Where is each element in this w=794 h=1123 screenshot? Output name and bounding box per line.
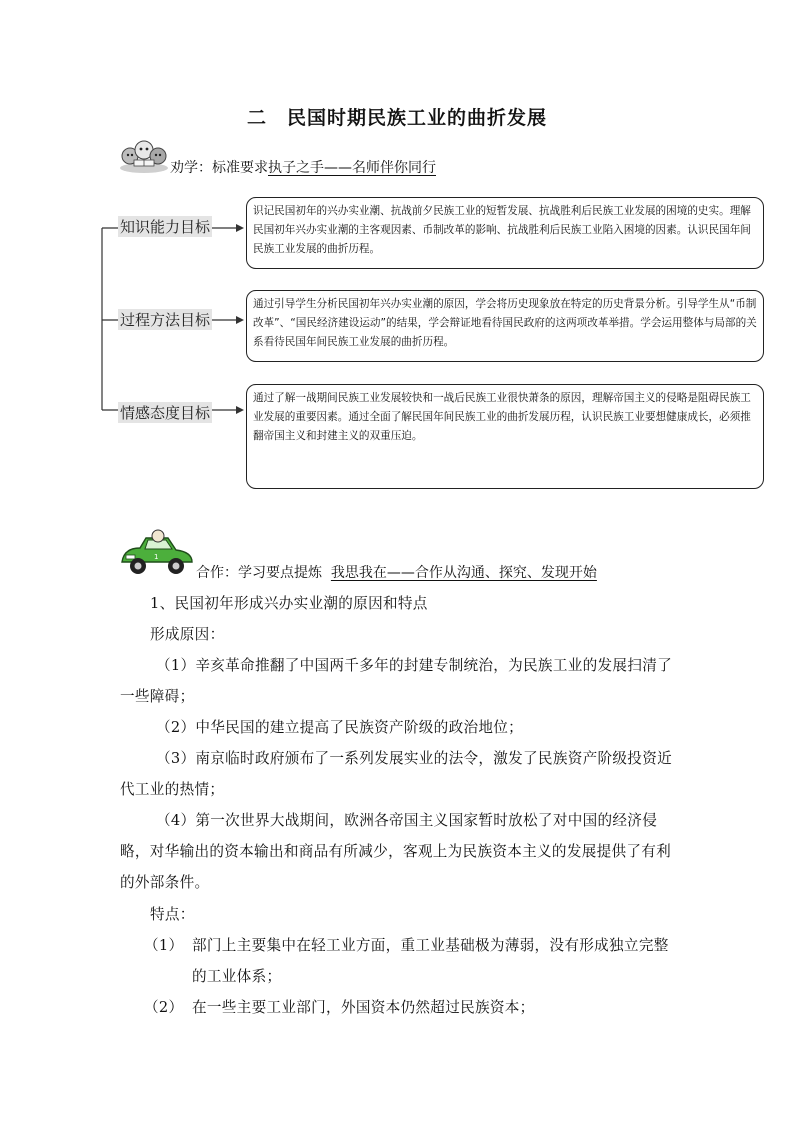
feature-number: （1） — [144, 937, 184, 954]
section-heading: 1、民国初年形成兴办实业潮的原因和特点 — [150, 595, 428, 612]
svg-text:1: 1 — [154, 553, 159, 561]
cause-paragraph: （4）第一次世界大战期间，欧洲各帝国主义国家暂时放松了对中国的经济侵略，对华输出的资本输出和商品有所减少，客观上为民族资本主义的发展提供了有利的外部条件。 — [120, 812, 672, 891]
goal-label-emotion: 情感态度目标 — [120, 404, 211, 422]
cooperation-line — [196, 562, 597, 582]
cooperation-label: 合作：学习要点提炼 — [196, 565, 322, 581]
self-study-label: 劝学：标准要求 — [170, 160, 268, 176]
goal-label-process: 过程方法目标 — [120, 311, 211, 329]
feature-text: 在一些主要工业部门，外国资本仍然超过民族资本； — [192, 999, 535, 1016]
self-study-link[interactable]: 执子之手——名师伴你同行 — [268, 160, 436, 176]
cause-paragraph: （1）辛亥革命推翻了中国两千多年的封建专制统治，为民族工业的发展扫清了一些障碍； — [120, 657, 672, 705]
green-car-icon — [118, 528, 196, 578]
goal-box-process: 通过引导学生分析民国初年兴办实业潮的原因，学会将历史现象放在特定的历史背景分析。引导学生从“币制改革”、“国民经济建设运动”的结果，学会辩证地看待国民政府的这两项改革举措。学会运用整体与局部的关系看待民国年间民族工业发展的曲折历程。 — [246, 290, 764, 362]
cooperation-link[interactable]: 我思我在——合作从沟通、探究、发现开始 — [330, 565, 597, 581]
goal-box-knowledge: 识记民国初年的兴办实业潮、抗战前夕民族工业的短暂发展、抗战胜利后民族工业发展的困境的史实。理解民国初年兴办实业潮的主客观因素、币制改革的影响、抗战胜利后民族工业陷入困境的因素。认识民国年间民族工业发展的曲折历程。 — [246, 197, 764, 269]
feature-number: （2） — [144, 999, 184, 1016]
goal-box-emotion: 通过了解一战期间民族工业发展较快和一战后民族工业很快萧条的原因，理解帝国主义的侵略是阻碍民族工业发展的重要因素。通过全面了解民国年间民族工业的曲折发展历程，认识民族工业要想健康成长，必须推翻帝国主义和封建主义的双重压迫。 — [246, 384, 764, 489]
goal-label-knowledge: 知识能力目标 — [120, 218, 211, 236]
features-label: 特点： — [150, 906, 195, 923]
page-title: 二 民国时期民族工业的曲折发展 — [246, 107, 547, 129]
cause-paragraph: （2）中华民国的建立提高了民族资产阶级的政治地位； — [156, 719, 524, 736]
feature-text: 部门上主要集中在轻工业方面，重工业基础极为薄弱，没有形成独立完整的工业体系； — [192, 937, 669, 985]
causes-label: 形成原因： — [150, 626, 225, 643]
cause-paragraph: （3）南京临时政府颁布了一系列发展实业的法令，激发了民族资产阶级投资近代工业的热情； — [120, 750, 672, 798]
